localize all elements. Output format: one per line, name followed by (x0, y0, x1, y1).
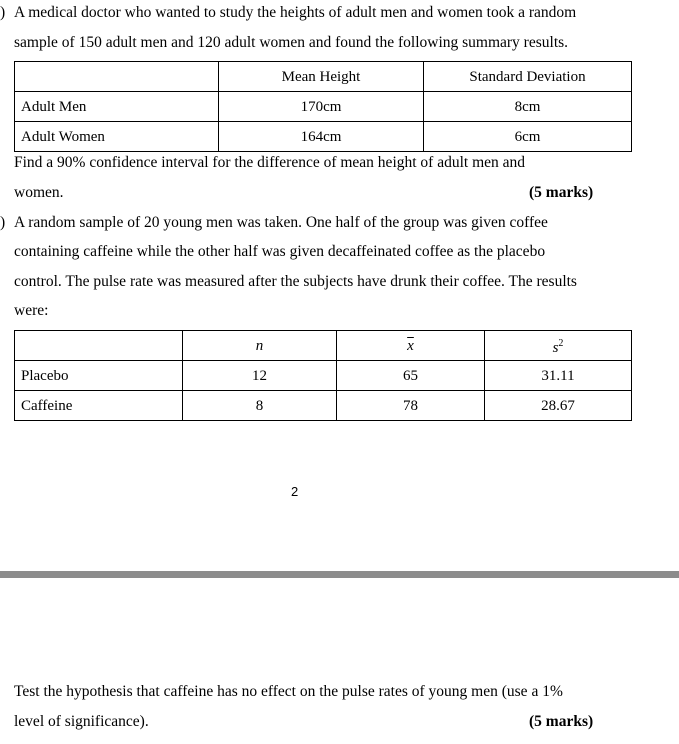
table-cell: 170cm (219, 92, 424, 122)
question-d-line-4: were: (14, 302, 49, 319)
table-row (15, 122, 632, 152)
question-d-task-1: Test the hypothesis that caffeine has no effect on the pulse rates of young men (use a 1% (14, 683, 563, 700)
table-cell: 164cm (219, 122, 424, 152)
table-cell: 28.67 (485, 391, 632, 421)
table-cell: Adult Women (15, 122, 219, 152)
table-cell: 65 (337, 361, 485, 391)
table-header-cell: Standard Deviation (424, 62, 632, 92)
page-number: 2 (291, 484, 299, 499)
table-cell: 31.11 (485, 361, 632, 391)
page-break-divider (0, 571, 679, 578)
question-c-instruction-1: Find a 90% confidence interval for the difference of mean height of adult men and (14, 154, 526, 171)
question-c-instruction-2: women. (14, 184, 64, 201)
table-cell: 12 (183, 361, 337, 391)
question-d-task-2: level of significance). (14, 713, 149, 730)
table-cell: 78 (337, 391, 485, 421)
pulse-rate-table (14, 330, 632, 421)
table-cell: 6cm (424, 122, 632, 152)
table-cell: 8 (183, 391, 337, 421)
table-cell: Adult Men (15, 92, 219, 122)
s-glyph: s (552, 339, 559, 356)
table-cell: Placebo (15, 361, 183, 391)
question-c-marks: (5 marks) (529, 184, 594, 201)
table-row (15, 391, 632, 421)
sample-size-symbol: n (183, 331, 337, 361)
table-header-row (15, 62, 632, 92)
question-c-line-2: sample of 150 adult men and 120 adult women and found the following summary results. (14, 34, 569, 51)
sample-mean-symbol (337, 331, 485, 361)
sample-variance-symbol (485, 331, 632, 361)
table-header-cell: Mean Height (219, 62, 424, 92)
question-c-marker: ) (0, 4, 6, 21)
table-header-cell (15, 331, 183, 361)
table-cell: Caffeine (15, 391, 183, 421)
table-row (15, 361, 632, 391)
x-bar-glyph: $\overline{x}$ (407, 337, 414, 354)
table-header-row (15, 331, 632, 361)
question-c-line-1: A medical doctor who wanted to study the heights of adult men and women took a random (14, 4, 577, 21)
table-header-cell (15, 62, 219, 92)
table-cell: 8cm (424, 92, 632, 122)
question-d-line-2: containing caffeine while the other half was given decaffeinated coffee as the placebo (14, 243, 546, 260)
question-d-marks: (5 marks) (529, 713, 594, 730)
question-d-line-3: control. The pulse rate was measured after the subjects have drunk their coffee. The results (14, 273, 577, 290)
question-d-marker: ) (0, 214, 6, 231)
table-row (15, 92, 632, 122)
question-d-line-1: A random sample of 20 young men was taken. One half of the group was given coffee (14, 214, 548, 231)
height-summary-table (14, 61, 632, 152)
squared-exponent: 2 (558, 337, 564, 349)
